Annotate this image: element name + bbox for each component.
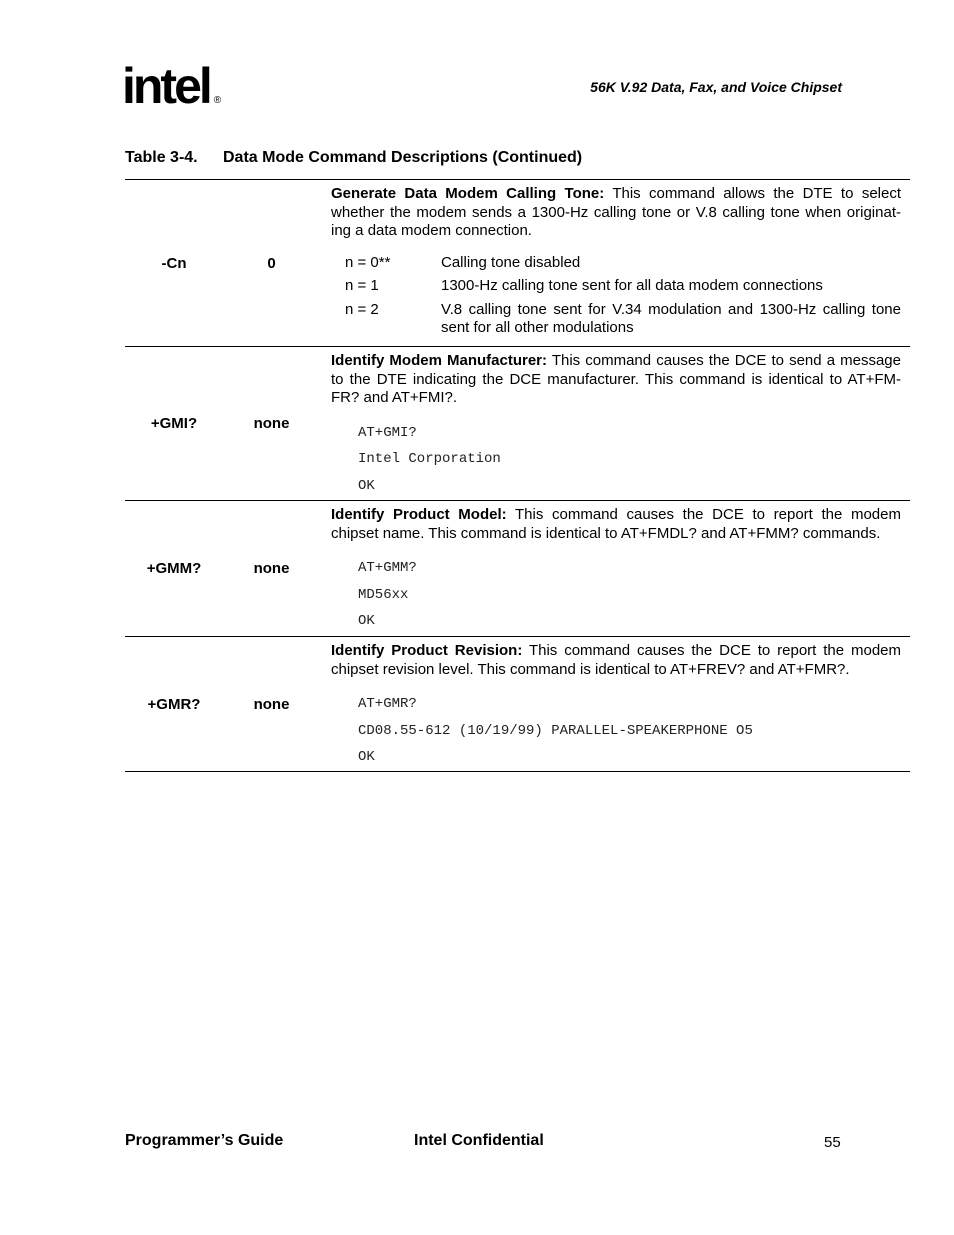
code-line: AT+GMR? [358, 696, 417, 712]
command-cell: +GMR? [147, 695, 201, 713]
table-title: Data Mode Command Descriptions (Continued) [223, 149, 583, 166]
table-caption [125, 149, 582, 167]
description-cell [320, 180, 910, 346]
default-cell: none [253, 415, 290, 432]
description-text [331, 185, 901, 241]
parameter-key: n = 2 [345, 300, 379, 318]
command-cell: +GMI? [150, 415, 198, 432]
description-lead: Identify Product Model: [331, 506, 507, 523]
code-line: OK [358, 749, 375, 765]
default-cell: 0 [267, 254, 276, 272]
description-body: This command causes the DCE to send a message to the DTE indicating the DCE manufacturer. This command is identical to AT+FM-FR? and AT+FMI?. [331, 352, 901, 406]
parameter-key: n = 1 [345, 277, 379, 294]
description-cell [320, 637, 910, 771]
code-example [358, 420, 901, 500]
code-example [358, 691, 901, 771]
description-text [331, 506, 901, 543]
parameter-item [345, 277, 901, 296]
logo-text: intel [122, 58, 210, 114]
parameter-value: 1300-Hz calling tone sent for all data modem connections [441, 277, 823, 294]
description-body: This command allows the DTE to select whether the modem sends a 1300-Hz calling tone or V.8 calling tone when originat-ing a data modem connection. [331, 185, 901, 239]
footer-guide-title: Programmer’s Guide [125, 1132, 284, 1149]
parameter-item [345, 301, 901, 338]
code-line: Intel Corporation [358, 451, 501, 467]
command-table [125, 179, 910, 772]
code-example [358, 555, 901, 635]
description-text [331, 642, 901, 679]
parameter-item [345, 254, 901, 273]
parameter-list [345, 254, 901, 338]
code-line: CD08.55-612 (10/19/99) PARALLEL-SPEAKERPHONE O5 [358, 722, 753, 739]
footer-confidential: Intel Confidential [414, 1132, 544, 1149]
table-row [125, 180, 910, 347]
table-row [125, 637, 910, 772]
description-cell [320, 347, 910, 500]
command-cell: +GMM? [146, 560, 202, 577]
intel-logo [122, 56, 221, 131]
description-lead: Generate Data Modem Calling Tone: [331, 185, 605, 202]
code-line: AT+GMM? [358, 560, 417, 576]
table-number: Table 3-4. [125, 149, 198, 166]
page-number: 55 [824, 1134, 841, 1151]
table-row [125, 347, 910, 501]
parameter-value: Calling tone disabled [441, 253, 581, 271]
document-title: 56K V.92 Data, Fax, and Voice Chipset [590, 79, 842, 95]
code-line: OK [358, 613, 375, 629]
code-line: AT+GMI? [358, 424, 417, 441]
description-text [331, 352, 901, 408]
registered-mark: ® [213, 95, 222, 106]
parameter-key: n = 0** [345, 253, 391, 271]
description-body: This command causes the DCE to report the modem chipset revision level. This command is identical to AT+FREV? and AT+FMR?. [331, 642, 901, 678]
table-row [125, 501, 910, 637]
description-lead: Identify Product Revision: [331, 642, 523, 659]
default-cell: none [253, 560, 290, 577]
description-body: This command causes the DCE to report the modem chipset name. This command is identical to AT+FMDL? and AT+FMM? commands. [331, 506, 901, 542]
command-cell: -Cn [161, 254, 187, 272]
description-lead: Identify Modem Manufacturer: [331, 352, 548, 369]
code-line: OK [358, 477, 375, 494]
description-cell [320, 501, 910, 636]
code-line: MD56xx [358, 586, 409, 603]
parameter-value: V.8 calling tone sent for V.34 modulation and 1300-Hz calling tone sent for all other modulations [441, 300, 901, 336]
default-cell: none [253, 695, 290, 713]
